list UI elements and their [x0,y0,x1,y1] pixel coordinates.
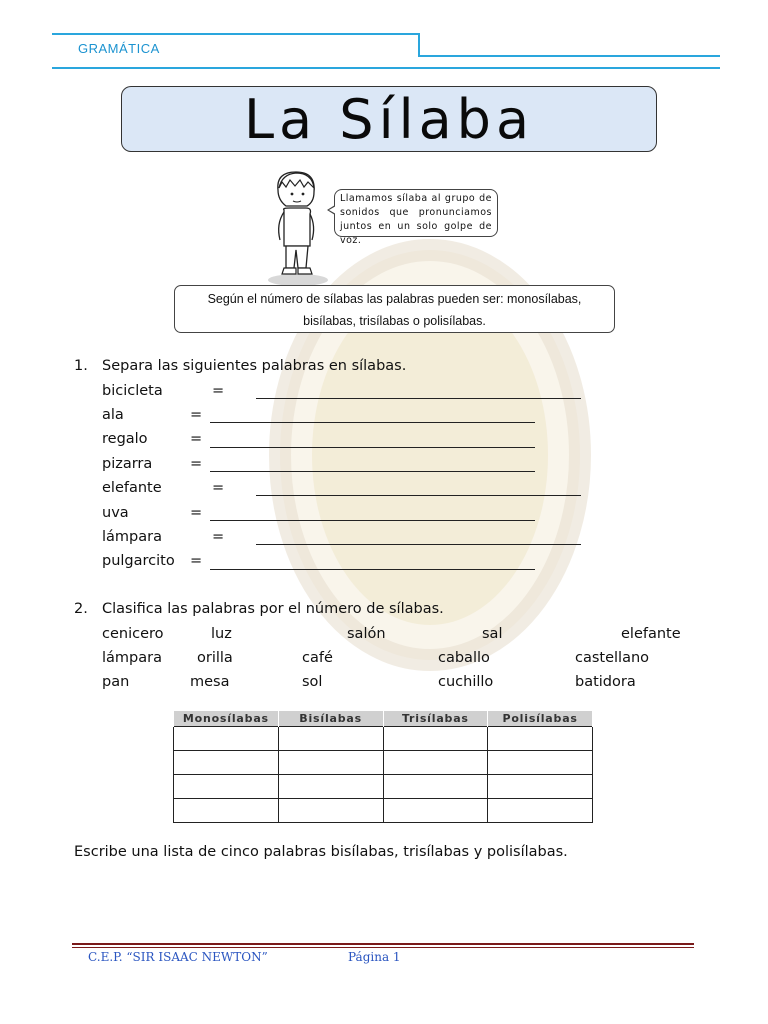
exercise1-instruction: Separa las siguientes palabras en sílabas. [102,358,407,374]
header-monosilabas: Monosílabas [174,711,279,727]
word-cell: orilla [197,650,233,666]
table-cell[interactable] [174,775,279,799]
table-row [174,775,593,799]
equals-sign: = [190,431,203,447]
word-cell: caballo [438,650,490,666]
answer-line[interactable] [256,398,581,399]
word-cell: pan [102,674,130,690]
footer-page-number: Página 1 [348,950,401,964]
classification-table [173,711,593,823]
rule-line-1: Según el número de sílabas las palabras pueden ser: monosílabas, [207,292,582,306]
footer-rule-thin [72,947,694,948]
exercise3-instruction: Escribe una lista de cinco palabras bisílabas, trisílabas y polisílabas. [74,844,568,860]
header-rule-mid [418,55,720,57]
rule-line-2: bisílabas, trisílabas o polisílabas. [303,314,486,328]
answer-line[interactable] [210,569,535,570]
table-cell[interactable] [488,775,593,799]
table-cell[interactable] [174,799,279,823]
word-cell: café [302,650,333,666]
word-regalo: regalo [102,431,148,447]
header-section-title: GRAMÁTICA [78,41,160,56]
header-rule-top [52,33,418,35]
table-cell[interactable] [488,751,593,775]
footer-school: C.E.P. “SIR ISAAC NEWTON” [88,950,268,964]
word-cell: castellano [575,650,650,666]
word-cell: cenicero [102,626,164,642]
word-elefante: elefante [102,480,162,496]
word-ala: ala [102,407,124,423]
word-cell: cuchillo [438,674,494,690]
table-header-row [174,711,593,727]
table-cell[interactable] [383,751,488,775]
table-cell[interactable] [278,799,383,823]
exercise2-instruction: Clasifica las palabras por el número de sílabas. [102,601,444,617]
word-cell: luz [211,626,232,642]
equals-sign: = [190,553,203,569]
footer-rule-thick [72,943,694,945]
header-polisilabas: Polisílabas [488,711,593,727]
table-cell[interactable] [174,727,279,751]
word-cell: sol [302,674,323,690]
answer-line[interactable] [256,544,581,545]
table-cell[interactable] [278,775,383,799]
header-rule-bottom [52,67,720,69]
syllable-rule-box [174,285,615,333]
table-row [174,799,593,823]
header-rule-step [418,33,420,55]
exercise2-number: 2. [74,601,88,617]
table-cell[interactable] [278,751,383,775]
table-cell[interactable] [383,799,488,823]
table-cell[interactable] [278,727,383,751]
word-pizarra: pizarra [102,456,153,472]
word-uva: uva [102,505,129,521]
table-row [174,727,593,751]
header-trisilabas: Trisílabas [383,711,488,727]
answer-line[interactable] [210,471,535,472]
word-cell: elefante [621,626,681,642]
answer-line[interactable] [210,520,535,521]
bubble-tail-inner [329,206,336,214]
equals-sign: = [190,456,203,472]
table-cell[interactable] [383,727,488,751]
equals-sign: = [190,505,203,521]
header-bisilabas: Bisílabas [278,711,383,727]
table-cell[interactable] [488,799,593,823]
answer-line[interactable] [210,422,535,423]
answer-line[interactable] [256,495,581,496]
table-row [174,751,593,775]
word-pulgarcito: pulgarcito [102,553,175,569]
page-title: La Sílaba [243,87,535,151]
table-cell[interactable] [174,751,279,775]
equals-sign: = [190,407,203,423]
title-banner [121,86,657,152]
boy-illustration [262,168,342,286]
exercise1-number: 1. [74,358,88,374]
word-cell: salón [347,626,386,642]
speech-bubble: Llamamos sílaba al grupo de sonidos que pronunciamos juntos en un solo golpe de voz. [334,189,498,237]
equals-sign: = [212,529,225,545]
word-cell: sal [482,626,503,642]
table-cell[interactable] [488,727,593,751]
word-bicicleta: bicicleta [102,383,163,399]
table-cell[interactable] [383,775,488,799]
equals-sign: = [212,480,225,496]
equals-sign: = [212,383,225,399]
word-lampara: lámpara [102,529,162,545]
word-cell: lámpara [102,650,162,666]
word-cell: batidora [575,674,636,690]
answer-line[interactable] [210,447,535,448]
word-cell: mesa [190,674,230,690]
